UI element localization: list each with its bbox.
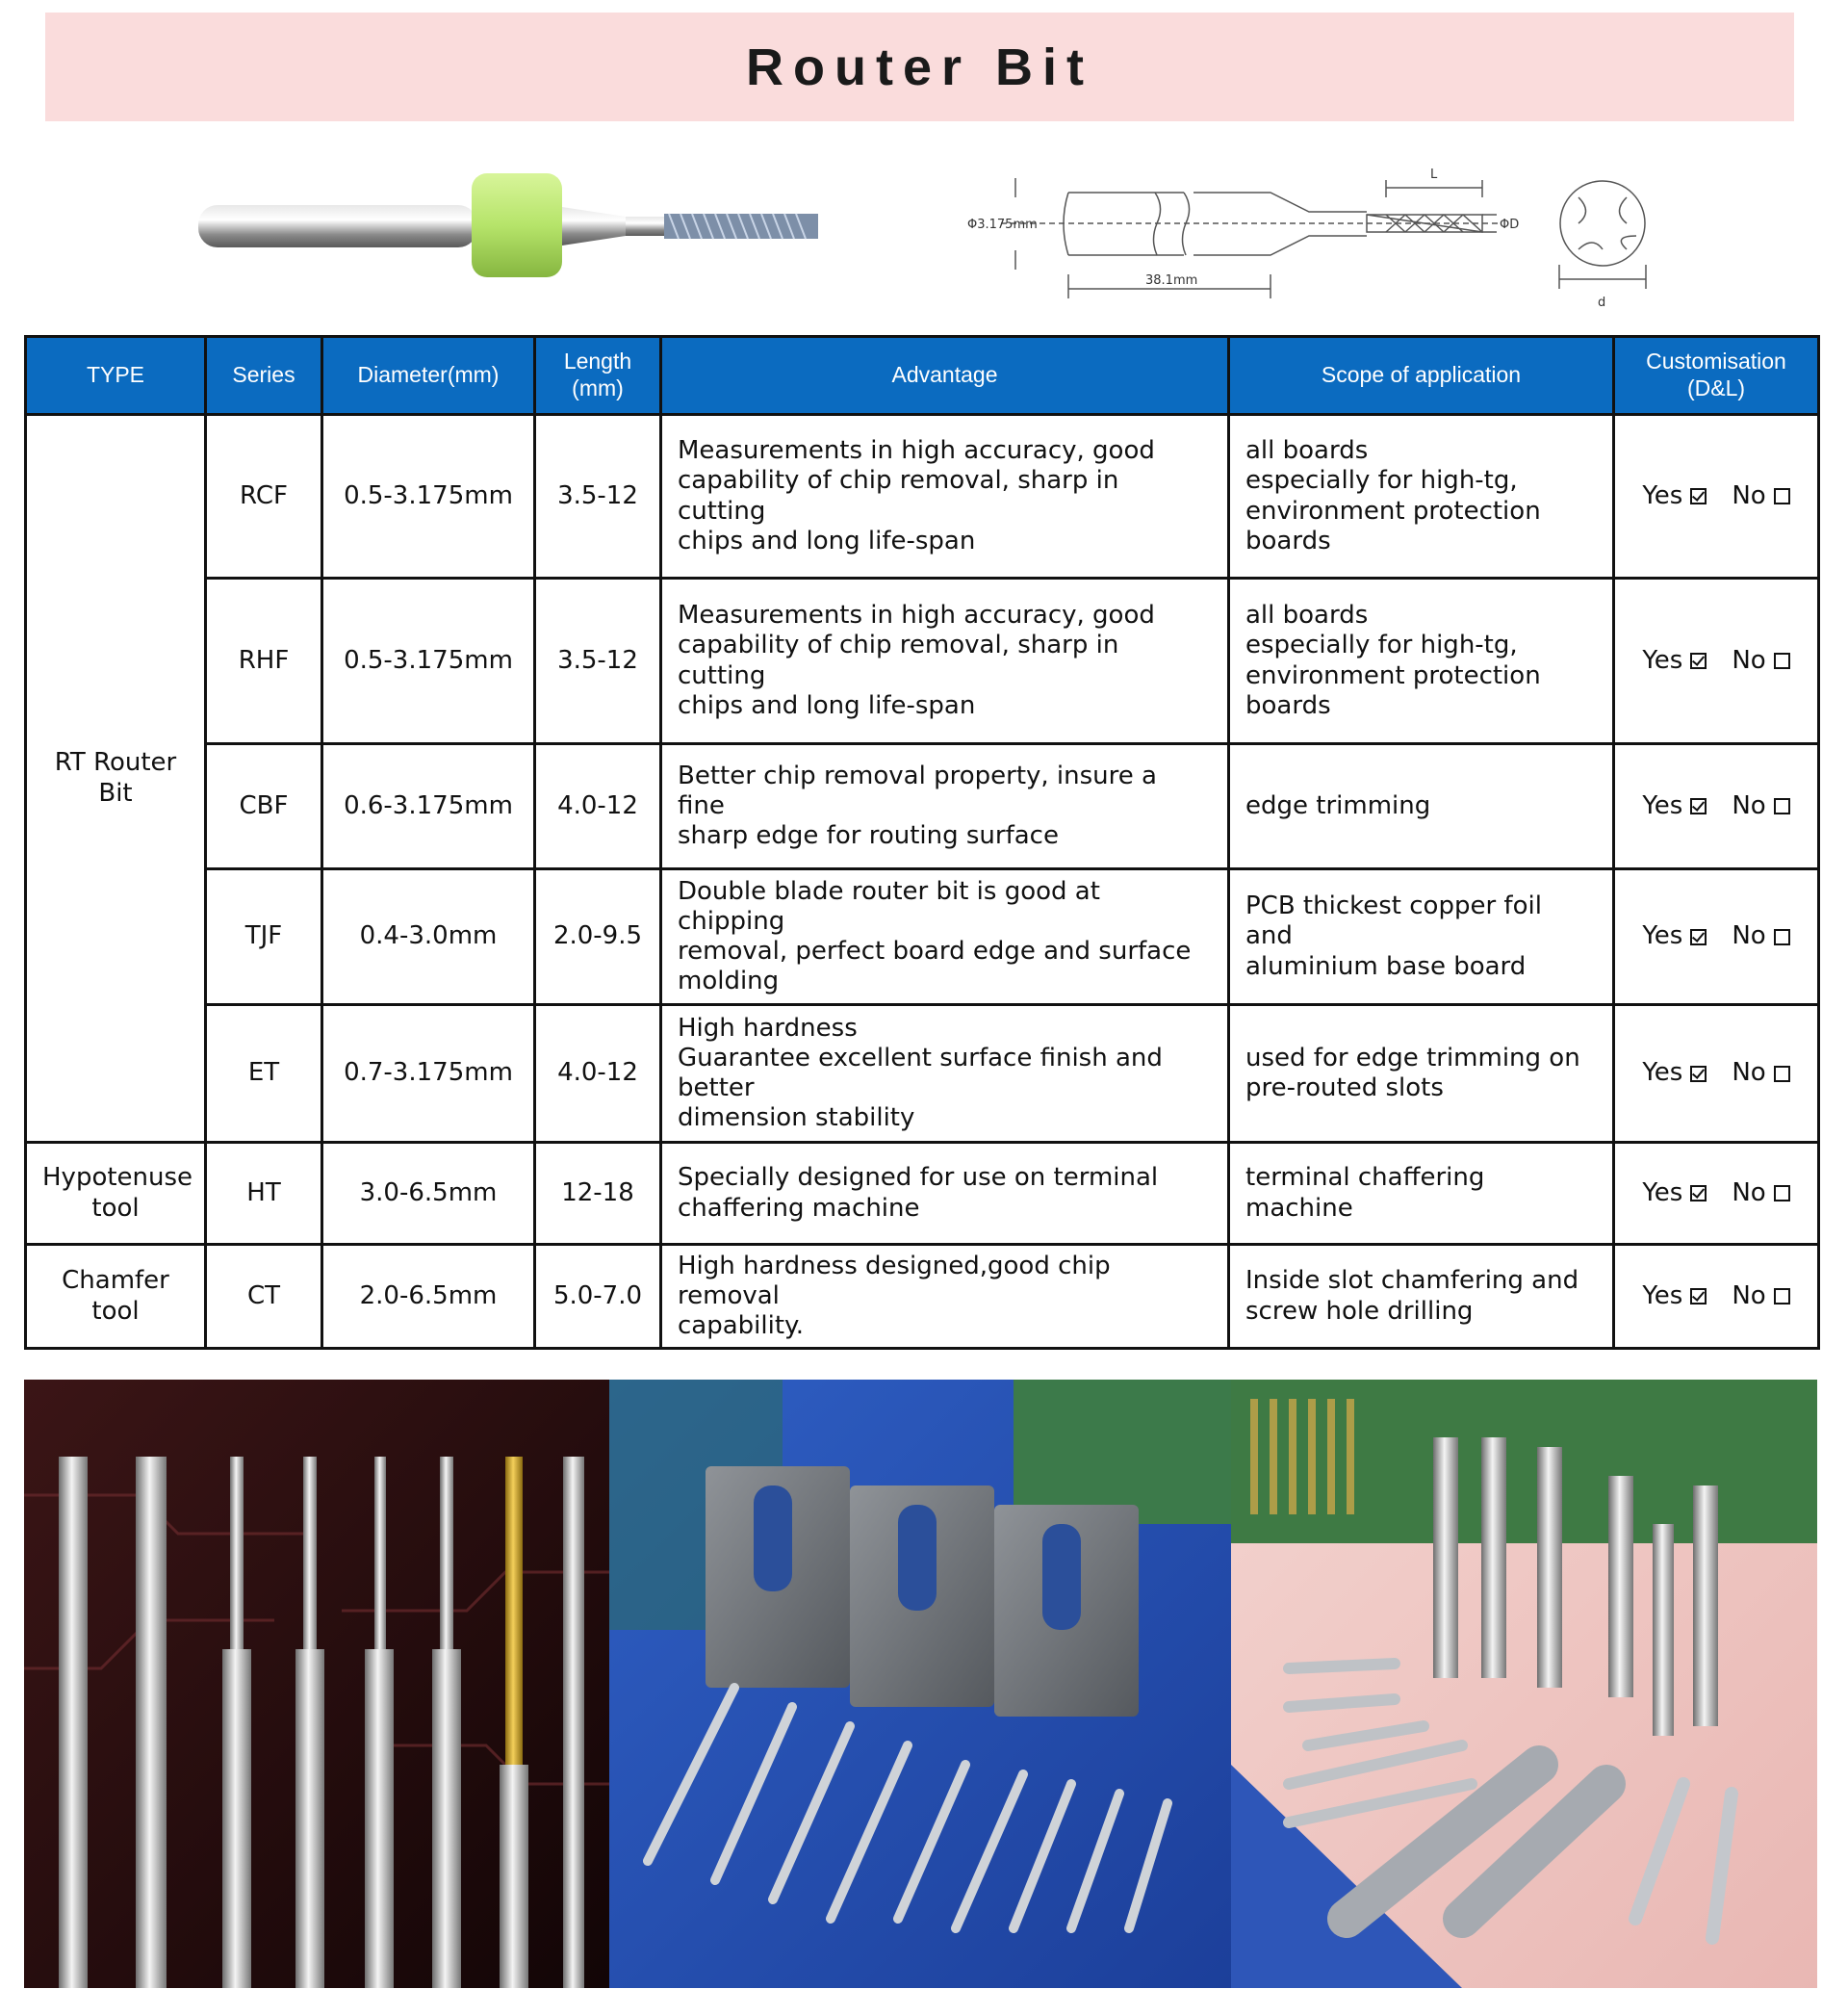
technical-drawing [962,159,1656,313]
page-title: Router Bit [746,38,1093,96]
type-cell: RT Router Bit [26,415,206,1143]
table-header-row [26,337,1819,415]
header-length: Length (mm) [535,337,661,415]
scope-cell: used for edge trimming on pre-routed slots [1229,1005,1614,1143]
customisation-cell [1614,744,1819,869]
table-row [26,869,1819,1005]
customisation-cell [1614,869,1819,1005]
table-row [26,744,1819,869]
no-checkbox[interactable] [1774,929,1790,945]
yes-label: Yes [1642,480,1683,510]
diameter-cell: 3.0-6.5mm [322,1143,535,1245]
spec-table-container [24,335,1817,1350]
header-customisation: Customisation (D&L) [1614,337,1819,415]
length-cell: 3.5-12 [535,415,661,579]
type-cell: Chamfer tool [26,1245,206,1349]
customisation-cell [1614,1245,1819,1349]
series-cell: TJF [206,869,322,1005]
no-label: No [1732,480,1766,510]
length-cell: 2.0-9.5 [535,869,661,1005]
advantage-cell: Double blade router bit is good at chipping removal, perfect board edge and surface molding [661,869,1229,1005]
title-banner [45,13,1794,121]
no-label: No [1732,1280,1766,1310]
no-label: No [1732,790,1766,820]
scope-cell: PCB thickest copper foil and aluminium base board [1229,869,1614,1005]
yes-label: Yes [1642,1177,1683,1207]
yes-label: Yes [1642,645,1683,675]
total-length-label: 38.1mm [1145,273,1198,288]
diameter-cell: 0.5-3.175mm [322,415,535,579]
length-cell: 5.0-7.0 [535,1245,661,1349]
router-bits-photo [24,1380,609,1988]
customisation-cell [1614,415,1819,579]
length-cell: 4.0-12 [535,1005,661,1143]
no-label: No [1732,1058,1766,1088]
header-type: TYPE [26,337,206,415]
router-bit-photo [192,164,828,289]
length-cell: 4.0-12 [535,744,661,869]
diameter-cell: 2.0-6.5mm [322,1245,535,1349]
cross-section-label: d [1598,296,1606,310]
no-checkbox[interactable] [1774,798,1790,814]
header-scope: Scope of application [1229,337,1614,415]
series-cell: RHF [206,579,322,744]
no-checkbox[interactable] [1774,1288,1790,1305]
customisation-cell [1614,1005,1819,1143]
yes-checkbox[interactable] [1690,798,1707,814]
series-cell: CT [206,1245,322,1349]
hypotenuse-tools-photo [1231,1380,1817,1988]
series-cell: HT [206,1143,322,1245]
scope-cell: edge trimming [1229,744,1614,869]
no-label: No [1732,645,1766,675]
diameter-cell: 0.7-3.175mm [322,1005,535,1143]
yes-checkbox[interactable] [1690,929,1707,945]
yes-checkbox[interactable] [1690,653,1707,669]
yes-label: Yes [1642,1058,1683,1088]
tip-diameter-label: ΦD [1500,218,1520,232]
type-cell: Hypotenuse tool [26,1143,206,1245]
yes-checkbox[interactable] [1690,488,1707,504]
yes-label: Yes [1642,790,1683,820]
advantage-cell: High hardness Guarantee excellent surface finish and better dimension stability [661,1005,1229,1143]
no-checkbox[interactable] [1774,488,1790,504]
customisation-cell [1614,1143,1819,1245]
diameter-cell: 0.6-3.175mm [322,744,535,869]
table-row [26,1143,1819,1245]
diameter-cell: 0.5-3.175mm [322,579,535,744]
yes-checkbox[interactable] [1690,1066,1707,1082]
series-cell: RCF [206,415,322,579]
advantage-cell: Measurements in high accuracy, good capability of chip removal, sharp in cutting chips and long life-span [661,579,1229,744]
scope-cell: terminal chaffering machine [1229,1143,1614,1245]
series-cell: ET [206,1005,322,1143]
table-row [26,1245,1819,1349]
chamfer-blocks-photo [609,1380,1231,1988]
advantage-cell: Better chip removal property, insure a fine sharp edge for routing surface [661,744,1229,869]
no-checkbox[interactable] [1774,653,1790,669]
advantage-cell: Measurements in high accuracy, good capability of chip removal, sharp in cutting chips and long life-span [661,415,1229,579]
yes-label: Yes [1642,921,1683,951]
customisation-cell [1614,579,1819,744]
scope-cell: all boards especially for high-tg, environment protection boards [1229,579,1614,744]
yes-label: Yes [1642,1280,1683,1310]
advantage-cell: High hardness designed,good chip removal capability. [661,1245,1229,1349]
table-row [26,415,1819,579]
header-diameter: Diameter(mm) [322,337,535,415]
no-label: No [1732,1177,1766,1207]
no-label: No [1732,921,1766,951]
no-checkbox[interactable] [1774,1185,1790,1201]
diameter-cell: 0.4-3.0mm [322,869,535,1005]
length-label: L [1430,168,1438,182]
length-cell: 3.5-12 [535,579,661,744]
no-checkbox[interactable] [1774,1066,1790,1082]
length-cell: 12-18 [535,1143,661,1245]
scope-cell: all boards especially for high-tg, environment protection boards [1229,415,1614,579]
shank-diameter-label: Φ3.175mm [967,218,1038,232]
advantage-cell: Specially designed for use on terminal chaffering machine [661,1143,1229,1245]
header-advantage: Advantage [661,337,1229,415]
series-cell: CBF [206,744,322,869]
yes-checkbox[interactable] [1690,1185,1707,1201]
table-row [26,579,1819,744]
header-series: Series [206,337,322,415]
scope-cell: Inside slot chamfering and screw hole drilling [1229,1245,1614,1349]
yes-checkbox[interactable] [1690,1288,1707,1305]
photo-strip [24,1380,1817,1988]
spec-table [24,335,1820,1350]
table-row [26,1005,1819,1143]
